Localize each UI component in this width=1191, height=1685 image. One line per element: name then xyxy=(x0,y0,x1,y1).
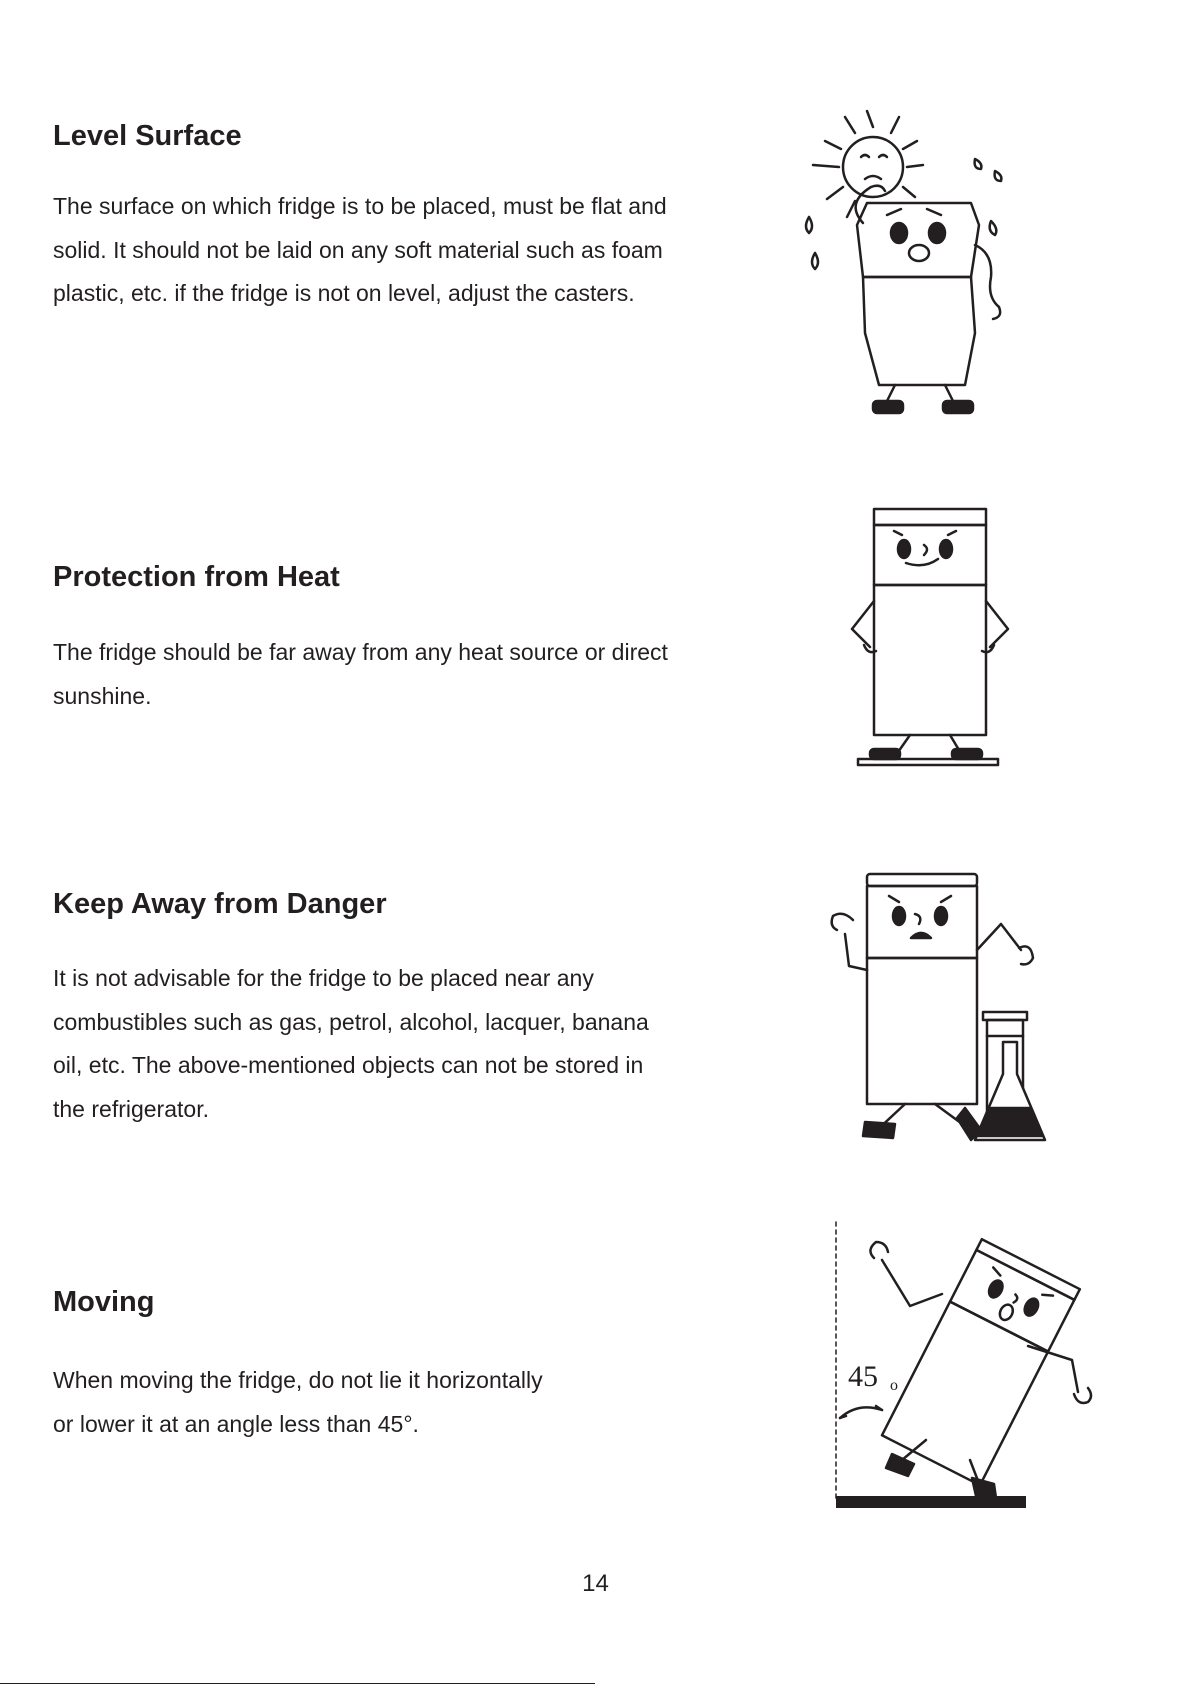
sweat-drops-icon xyxy=(806,159,1001,269)
body-line: plastic, etc. if the fridge is not on level, adjust the casters. xyxy=(53,280,635,306)
page-number: 14 xyxy=(582,1570,609,1597)
section-body-moving xyxy=(53,1359,543,1446)
fridge-arms xyxy=(870,1242,1091,1403)
angle-degree-mark: o xyxy=(890,1377,898,1394)
fridge-face xyxy=(894,531,956,565)
body-line: combustibles such as gas, petrol, alcohol, lacquer, banana xyxy=(53,1008,649,1035)
fridge-body xyxy=(857,203,979,385)
fridge-body xyxy=(867,874,977,1104)
fridge-face xyxy=(889,896,951,938)
body-line: the refrigerator. xyxy=(53,1095,209,1122)
flask-icon xyxy=(975,1042,1045,1140)
fridge-face xyxy=(887,209,945,261)
fridge-eye xyxy=(1022,1296,1041,1317)
body-line: oil, etc. The above-mentioned objects can not be stored in xyxy=(53,1052,644,1078)
fridge-feet xyxy=(886,1440,996,1498)
angle-arc xyxy=(840,1406,882,1418)
footer-rule xyxy=(0,1683,595,1684)
fridge-body xyxy=(882,1239,1080,1485)
section-body-protection-from-heat xyxy=(53,631,668,718)
body-line: The fridge should be far away from any heat source or direct xyxy=(53,639,668,665)
section-body-level-surface xyxy=(53,185,667,316)
fridge-arms xyxy=(852,601,1008,652)
fridge-tilted-45-degrees-illustration xyxy=(830,1222,1120,1512)
fridge-eye xyxy=(986,1278,1005,1299)
sun-icon xyxy=(813,111,923,217)
fridge-arms xyxy=(832,914,1033,970)
fridge-body xyxy=(874,509,986,735)
section-title-moving: Moving xyxy=(53,1286,155,1318)
body-line: The surface on which fridge is to be placed, must be flat and xyxy=(53,193,667,219)
body-line: solid. It should not be laid on any soft material such as foam xyxy=(53,236,663,263)
section-title-protection-from-heat: Protection from Heat xyxy=(53,561,340,593)
body-line: sunshine. xyxy=(53,682,152,709)
fridge-feet xyxy=(863,1104,981,1140)
section-title-keep-away-from-danger: Keep Away from Danger xyxy=(53,888,387,920)
body-line: It is not advisable for the fridge to be placed near any xyxy=(53,965,594,991)
fridge-feet xyxy=(873,385,973,413)
fridge-feet xyxy=(858,735,998,765)
floor-line xyxy=(836,1496,1026,1508)
section-title-level-surface: Level Surface xyxy=(53,120,242,152)
angle-label: 45 xyxy=(848,1360,878,1393)
fridge-smiling-illustration xyxy=(840,505,1020,765)
fridge-sweating-in-sun-illustration xyxy=(795,105,1045,415)
section-body-keep-away-from-danger xyxy=(53,957,649,1131)
body-line: When moving the fridge, do not lie it horizontally xyxy=(53,1367,543,1393)
fridge-scared-near-chemicals-illustration xyxy=(815,870,1055,1140)
body-line: or lower it at an angle less than 45°. xyxy=(53,1410,419,1437)
